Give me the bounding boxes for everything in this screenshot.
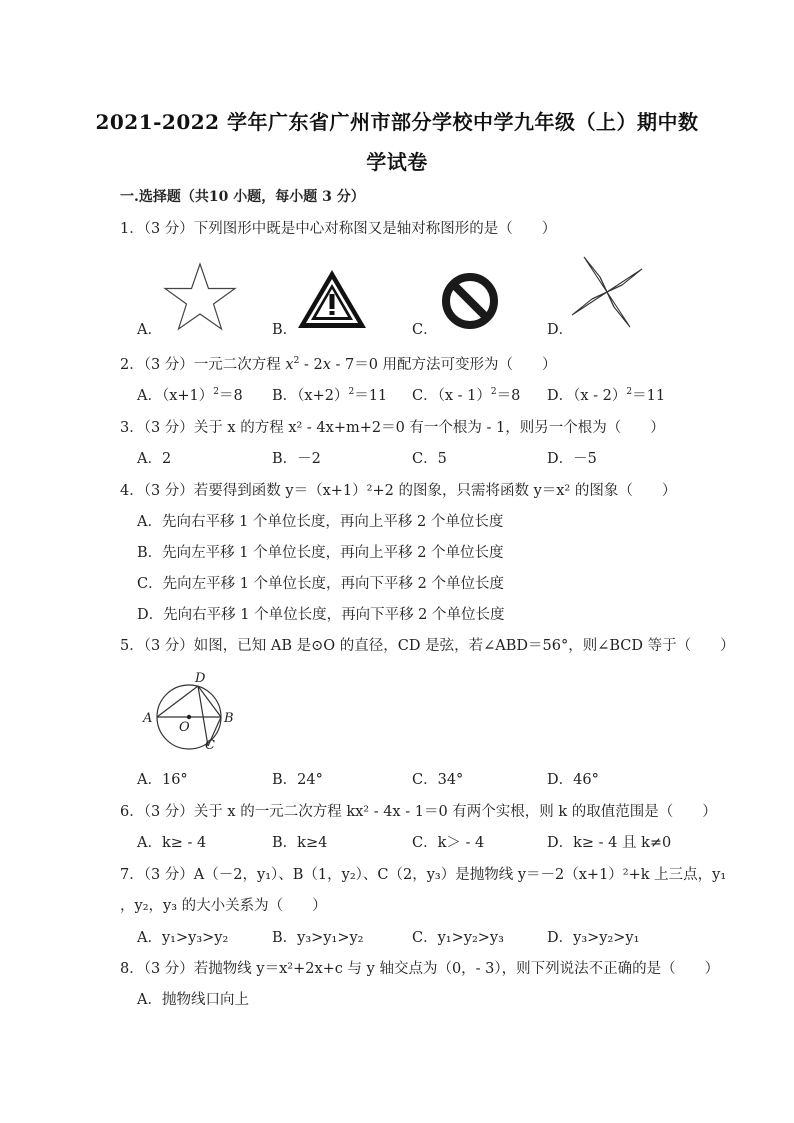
question-8: 8．（3 分）若抛物线 y＝x²+2x+c 与 y 轴交点为（0，- 3），则下列说法不正确的是（ ） xyxy=(120,961,720,977)
q5-option-d: D．46° xyxy=(547,772,599,788)
q2-option-d: D．（x - 2）$^2$＝11 xyxy=(547,387,666,404)
exam-title-line1: 2021-2022 学年广东省广州市部分学校中学九年级（上）期中数 xyxy=(95,110,699,134)
q2-option-c: C．（x - 1）$^2$＝8 xyxy=(412,387,521,404)
q3-option-b: B．－2 xyxy=(272,451,321,467)
q8-option-a: A．抛物线口向上 xyxy=(137,992,249,1008)
q1-option-b: B． xyxy=(272,322,298,338)
question-6: 6．（3 分）关于 x 的一元二次方程 kx² - 4x - 1＝0 有两个实根，则 k 的取值范围是（ ） xyxy=(120,804,717,820)
point-b-label: B xyxy=(224,711,234,726)
q7-option-c: C．y₁>y₂>y₃ xyxy=(412,930,504,946)
question-3: 3．（3 分）关于 x 的方程 x² - 4x+m+2＝0 有一个根为 - 1，则另一个根为（ ） xyxy=(120,420,665,436)
q7-option-a: A．y₁>y₃>y₂ xyxy=(137,930,229,946)
question-5: 5．（3 分）如图，已知 AB 是⊙O 的直径，CD 是弦，若∠ABD＝56°，则∠BCD 等于（ ） xyxy=(120,638,735,654)
q3-option-d: D．－5 xyxy=(547,451,597,467)
q2-option-b: B．$(x+2)^2=11$ xyxy=(272,387,388,404)
q7-option-b: B．y₃>y₁>y₂ xyxy=(272,930,364,946)
q1-option-a: A． xyxy=(137,322,162,338)
q5-option-b: B．24° xyxy=(272,772,323,788)
warning-triangle-figure xyxy=(296,268,368,330)
circle-diagram-figure xyxy=(135,665,245,755)
no-symbol-figure xyxy=(440,272,500,330)
q4-option-c: C．先向左平移 1 个单位长度，再向下平移 2 个单位长度 xyxy=(137,576,504,592)
section-heading: 一.选择题（共10 小题，每小题 3 分） xyxy=(120,189,365,205)
question-1: 1．（3 分）下列图形中既是中心对称图又是轴对称图形的是（ ） xyxy=(120,221,557,237)
q1-option-d: D． xyxy=(547,322,574,338)
q5-option-a: A．16° xyxy=(137,772,188,788)
q3-option-a: A．2 xyxy=(137,451,172,467)
q5-option-c: C．34° xyxy=(412,772,464,788)
q6-option-a: A．k≥ - 4 xyxy=(137,835,207,851)
point-a-label: A xyxy=(143,711,153,726)
question-7-line1: 7．（3 分）A（－2，y₁）、B（1，y₂）、C（2，y₃）是抛物线 y＝－2（x+1）²+k 上三点，y₁ xyxy=(120,867,727,883)
point-o-label: O xyxy=(179,720,190,735)
q6-option-c: C．k＞ - 4 xyxy=(412,835,485,851)
q6-option-b: B．k≥4 xyxy=(272,835,328,851)
question-7-line2: ，y₂，y₃ 的大小关系为（ ） xyxy=(120,898,327,914)
q7-option-d: D．y₃>y₂>y₁ xyxy=(547,930,640,946)
q4-option-d: D．先向右平移 1 个单位长度，再向下平移 2 个单位长度 xyxy=(137,607,505,623)
exam-title-line2: 学试卷 xyxy=(366,150,428,174)
q2-option-a: A．$(x+1)^2=8$ xyxy=(137,387,243,404)
q4-option-a: A．先向右平移 1 个单位长度，再向上平移 2 个单位长度 xyxy=(137,514,504,530)
q4-option-b: B．先向左平移 1 个单位长度，再向上平移 2 个单位长度 xyxy=(137,545,504,561)
q1-option-c: C． xyxy=(412,322,438,338)
question-4: 4．（3 分）若要得到函数 y＝（x+1）²+2 的图象，只需将函数 y＝x² 的图象（ ） xyxy=(120,483,677,499)
pinwheel-figure xyxy=(570,255,644,329)
point-d-label: D xyxy=(195,671,206,686)
point-c-label: C xyxy=(205,738,215,753)
q6-option-d: D．k≥ - 4 且 k≠0 xyxy=(547,835,672,851)
star-outline-figure xyxy=(162,262,238,332)
q3-option-c: C．5 xyxy=(412,451,447,467)
question-2: 2．（3 分）一元二次方程 $x^2 - 2x - 7=0$ 用配方法可变形为（ ） xyxy=(120,356,557,373)
